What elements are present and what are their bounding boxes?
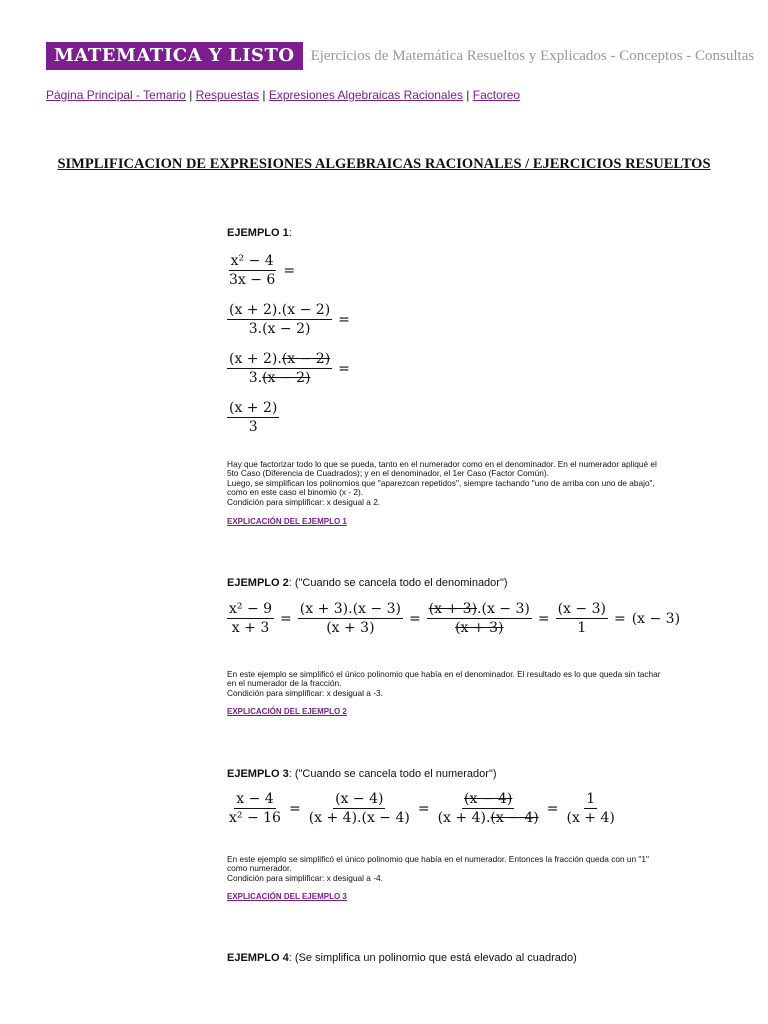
numerator-kept: .(x − 3): [477, 601, 530, 617]
example-3-explanation: [227, 855, 667, 883]
example-label: EJEMPLO 4: [227, 952, 289, 964]
numerator: (x + 3).(x − 3): [299, 601, 401, 617]
denominator: x + 3: [231, 620, 270, 636]
equals-sign: =: [288, 800, 301, 817]
explanation-line: Hay que factorizar todo lo que se pueda, tanto en el numerador como en el denominador. En el numerador apliqué el 5to Caso (Diferencia de Cuadrados); y en el denominador, el 1er Caso (Factor Común).: [227, 459, 657, 479]
result: (x − 3): [631, 610, 681, 627]
example-3-heading: [227, 768, 497, 780]
equals-sign: =: [417, 800, 430, 817]
denominator: (x + 4).(x − 4): [308, 810, 410, 826]
example-1-explanation: [227, 460, 667, 507]
numerator: (x − 3): [557, 601, 606, 617]
breadcrumb-nav: [46, 88, 520, 102]
site-header: [46, 42, 754, 70]
nav-separator: |: [259, 88, 269, 102]
denominator: [247, 369, 313, 386]
example-3-equation: [227, 791, 617, 826]
example-2-equation: [227, 601, 680, 636]
nav-separator: |: [462, 88, 473, 102]
denominator-cancelled: (x + 3): [455, 620, 504, 636]
example-1-step-1: [227, 253, 295, 288]
denominator: (x + 3): [326, 620, 375, 636]
explanation-line: En este ejemplo se simplificó el único polinomio que había en el denominador. El resultado es lo que queda sin tachar en el numerador de la fracción.: [227, 669, 661, 689]
fraction: [436, 791, 541, 826]
numerator: 1: [586, 791, 596, 807]
example-subtitle: : ("Cuando se cancela todo el numerador"): [288, 768, 497, 780]
page-title: SIMPLIFICACION DE EXPRESIONES ALGEBRAICAS RACIONALES / EJERCICIOS RESUELTOS: [57, 156, 711, 172]
equals-sign: =: [613, 610, 626, 627]
fraction: [227, 791, 283, 826]
example-1-step-4: [227, 400, 279, 435]
example-label: EJEMPLO 1: [227, 227, 289, 239]
numerator: (x − 4): [335, 791, 384, 807]
numerator: [227, 351, 332, 369]
site-tagline: Ejercicios de Matemática Resueltos y Explicados - Conceptos - Consultas: [310, 47, 755, 64]
numerator-cancelled: (x + 3): [428, 601, 478, 617]
fraction: [556, 601, 608, 636]
fraction: [227, 400, 279, 435]
numerator-cancelled: (x − 2): [281, 351, 331, 367]
explanation-line: Condición para simplificar: x desigual a 2.: [227, 496, 381, 507]
numerator-kept: (x + 2).: [229, 351, 282, 367]
example-label: EJEMPLO 2: [227, 577, 289, 589]
denominator: 3.(x − 2): [248, 321, 311, 337]
numerator: x − 4: [236, 791, 274, 807]
denominator: x² − 16: [229, 810, 281, 826]
site-logo[interactable]: MATEMATICA Y LISTO: [46, 42, 303, 70]
example-1-step-2: [227, 302, 350, 337]
example-subtitle: :: [288, 227, 292, 239]
denominator-cancelled: (x − 4): [490, 810, 539, 826]
equals-sign: =: [338, 311, 350, 328]
numerator: [427, 601, 532, 619]
example-1-explanation-link[interactable]: EXPLICACIÓN DEL EJEMPLO 1: [227, 517, 347, 526]
fraction: [227, 253, 277, 288]
denominator: 3: [248, 419, 258, 435]
example-3-explanation-link[interactable]: EXPLICACIÓN DEL EJEMPLO 3: [227, 892, 347, 901]
fraction: [427, 601, 532, 636]
example-2-heading: [227, 577, 508, 589]
fraction: [565, 791, 617, 826]
denominator: [436, 809, 541, 826]
example-subtitle: : ("Cuando se cancela todo el denominador"): [288, 577, 508, 589]
example-4-heading: [227, 952, 577, 964]
fraction: [298, 601, 403, 636]
explanation-line: En este ejemplo se simplificó el único polinomio que había en el numerador. Entonces la fracción queda con un "1" como numerador.: [227, 854, 649, 874]
example-1-heading: [227, 227, 292, 239]
fraction: [227, 351, 332, 386]
explanation-line: Condición para simplificar: x desigual a -3.: [227, 687, 383, 698]
equals-sign: =: [280, 610, 292, 627]
fraction: [227, 302, 332, 337]
example-2-explanation: [227, 670, 667, 698]
nav-separator: |: [185, 88, 196, 102]
example-1-step-3: [227, 351, 350, 386]
equals-sign: =: [546, 800, 559, 817]
denominator: 3x − 6: [229, 272, 276, 288]
denominator: 1: [577, 620, 587, 636]
denominator-kept: 3.: [248, 370, 263, 386]
numerator: (x + 2).(x − 2): [229, 302, 331, 318]
nav-link-factoreo[interactable]: Factoreo: [472, 88, 521, 102]
equals-sign: =: [283, 262, 296, 279]
fraction: [307, 791, 412, 826]
explanation-line: Luego, se simplifican los polinomios que "aparezcan repetidos", siempre tachando "uno de arriba con uno de abajo", como en este caso el binomio (x - 2).: [227, 477, 655, 498]
example-label: EJEMPLO 3: [227, 768, 289, 780]
numerator: x² − 4: [230, 253, 274, 269]
numerator: x² − 9: [229, 601, 273, 617]
denominator-cancelled: (x − 2): [262, 370, 311, 386]
nav-link-expresiones[interactable]: Expresiones Algebraicas Racionales: [268, 88, 463, 102]
denominator-kept: (x + 4).: [437, 810, 491, 826]
example-2-explanation-link[interactable]: EXPLICACIÓN DEL EJEMPLO 2: [227, 707, 347, 716]
numerator-cancelled: (x − 4): [464, 791, 513, 807]
example-subtitle: : (Se simplifica un polinomio que está elevado al cuadrado): [288, 952, 577, 964]
denominator: (x + 4): [566, 810, 615, 826]
nav-link-home[interactable]: Página Principal - Temario: [46, 88, 186, 102]
equals-sign: =: [408, 610, 421, 627]
nav-link-respuestas[interactable]: Respuestas: [195, 88, 260, 102]
equals-sign: =: [537, 610, 550, 627]
equals-sign: =: [338, 360, 350, 377]
numerator: (x + 2): [229, 400, 278, 416]
fraction: [227, 601, 274, 636]
explanation-line: Condición para simplificar: x desigual a -4.: [227, 872, 383, 883]
